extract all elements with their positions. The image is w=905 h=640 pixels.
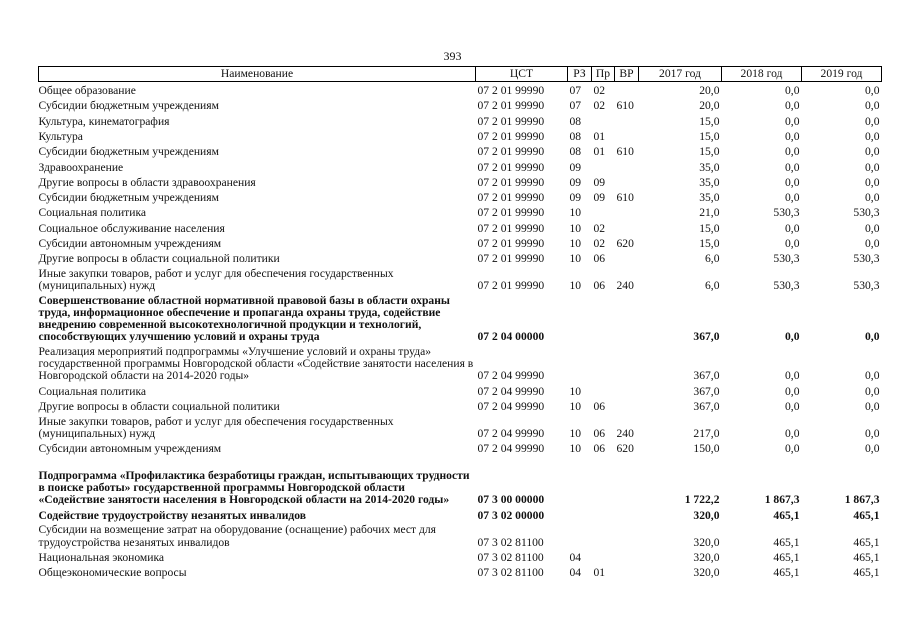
cell-y2019: 465,1 bbox=[853, 550, 880, 564]
cell-cst: 07 2 01 99990 bbox=[477, 175, 545, 189]
cell-y2017: 320,0 bbox=[693, 550, 720, 564]
header-pr: Пр bbox=[592, 67, 615, 82]
table-row bbox=[39, 398, 882, 413]
cell-y2019: 530,3 bbox=[853, 206, 880, 220]
cell-cst: 07 3 00 00000 bbox=[477, 493, 545, 507]
cell-pr: 06 bbox=[593, 279, 606, 293]
cell-rz: 10 bbox=[569, 279, 582, 293]
cell-pr: 02 bbox=[593, 84, 606, 98]
cell-y2017: 320,0 bbox=[693, 508, 720, 522]
cell-vr bbox=[615, 113, 639, 128]
table-row bbox=[39, 455, 882, 506]
cell-y2019: 1 867,3 bbox=[844, 493, 880, 507]
cell-pr bbox=[592, 455, 615, 506]
cell-cst: 07 2 01 99990 bbox=[477, 237, 545, 251]
cell-y2019: 0,0 bbox=[865, 84, 880, 98]
cell-cst: 07 2 01 99990 bbox=[477, 84, 545, 98]
cell-y2019: 465,1 bbox=[853, 535, 880, 549]
cell-name: Здравоохранение bbox=[38, 160, 124, 174]
cell-y2017: 1 722,2 bbox=[684, 493, 720, 507]
cell-rz: 09 bbox=[569, 175, 582, 189]
cell-vr bbox=[615, 220, 639, 235]
cell-pr: 01 bbox=[593, 566, 606, 580]
cell-cst: 07 2 04 00000 bbox=[477, 330, 545, 344]
cell-pr bbox=[592, 549, 615, 564]
cell-cst: 07 2 01 99990 bbox=[477, 279, 545, 293]
cell-rz bbox=[568, 455, 592, 506]
cell-rz: 07 bbox=[569, 84, 582, 98]
cell-y2019: 0,0 bbox=[865, 160, 880, 174]
table-row bbox=[39, 440, 882, 455]
cell-pr: 06 bbox=[593, 252, 606, 266]
cell-cst: 07 3 02 00000 bbox=[477, 508, 545, 522]
header-2017: 2017 год bbox=[639, 67, 722, 82]
cell-vr: 610 bbox=[616, 99, 634, 113]
cell-y2019: 465,1 bbox=[853, 566, 880, 580]
cell-pr bbox=[592, 113, 615, 128]
cell-name: Культура bbox=[38, 129, 83, 143]
cell-pr: 09 bbox=[593, 191, 606, 205]
cell-y2019: 0,0 bbox=[865, 175, 880, 189]
cell-y2019: 0,0 bbox=[865, 237, 880, 251]
cell-rz: 10 bbox=[569, 221, 582, 235]
cell-cst: 07 2 01 99990 bbox=[477, 145, 545, 159]
table-row bbox=[39, 413, 882, 440]
cell-rz: 10 bbox=[569, 426, 582, 440]
cell-pr: 06 bbox=[593, 426, 606, 440]
cell-y2019: 0,0 bbox=[865, 384, 880, 398]
cell-y2018: 465,1 bbox=[773, 566, 800, 580]
cell-y2018: 0,0 bbox=[785, 114, 800, 128]
cell-name: Совершенствование областной нормативной правовой базы в области охраны труда, информационное обеспечение и пропаганда охраны труда, содействие внедрению современной высокотехнологичной продукции и технологий, способствующих улучшению условий и охраны труда bbox=[38, 293, 450, 344]
table-row bbox=[39, 506, 882, 521]
cell-vr bbox=[615, 398, 639, 413]
cell-cst: 07 2 04 99990 bbox=[477, 426, 545, 440]
cell-pr: 02 bbox=[593, 99, 606, 113]
cell-y2017: 367,0 bbox=[693, 399, 720, 413]
cell-vr bbox=[615, 250, 639, 265]
cell-vr bbox=[615, 158, 639, 173]
cell-name: Содействие трудоустройству незанятых инвалидов bbox=[38, 508, 307, 522]
cell-y2019: 0,0 bbox=[865, 99, 880, 113]
cell-y2018: 0,0 bbox=[785, 399, 800, 413]
cell-pr bbox=[592, 204, 615, 219]
cell-pr bbox=[592, 293, 615, 344]
cell-pr bbox=[592, 522, 615, 549]
budget-table bbox=[38, 66, 882, 579]
cell-pr: 06 bbox=[593, 442, 606, 456]
table-row bbox=[39, 235, 882, 250]
cell-y2018: 0,0 bbox=[785, 191, 800, 205]
cell-name: Субсидии автономным учреждениям bbox=[38, 237, 222, 251]
cell-name: Иные закупки товаров, работ и услуг для обеспечения государственных (муниципальных) нужд bbox=[38, 267, 394, 293]
cell-rz bbox=[568, 293, 592, 344]
cell-y2018: 0,0 bbox=[785, 237, 800, 251]
cell-name: Общеэкономические вопросы bbox=[38, 566, 187, 580]
cell-name: Социальная политика bbox=[38, 206, 147, 220]
cell-y2019: 465,1 bbox=[853, 508, 880, 522]
cell-y2017: 320,0 bbox=[693, 535, 720, 549]
cell-vr: 610 bbox=[616, 191, 634, 205]
cell-y2017: 20,0 bbox=[699, 99, 720, 113]
cell-y2018: 530,3 bbox=[773, 252, 800, 266]
table-row bbox=[39, 293, 882, 344]
cell-name: Подпрограмма «Профилактика безработицы граждан, испытывающих трудности в поиске работы» государственной программы Новгородской области «Содействие занятости населения в Новгородской области на 2014-2020 годы» bbox=[38, 468, 470, 507]
header-2019: 2019 год bbox=[802, 67, 882, 82]
cell-y2018: 0,0 bbox=[785, 330, 800, 344]
page-number: 393 bbox=[443, 49, 462, 63]
table-row bbox=[39, 522, 882, 549]
cell-y2018: 465,1 bbox=[773, 535, 800, 549]
cell-name: Другие вопросы в области социальной политики bbox=[38, 252, 280, 266]
cell-vr bbox=[615, 383, 639, 398]
header-2018: 2018 год bbox=[722, 67, 802, 82]
cell-pr: 06 bbox=[593, 399, 606, 413]
cell-vr: 620 bbox=[616, 237, 634, 251]
cell-vr bbox=[615, 344, 639, 383]
cell-y2018: 0,0 bbox=[785, 99, 800, 113]
cell-cst: 07 2 04 99990 bbox=[477, 399, 545, 413]
cell-vr bbox=[615, 174, 639, 189]
cell-name: Национальная экономика bbox=[38, 550, 165, 564]
table-row bbox=[39, 158, 882, 173]
cell-vr bbox=[615, 204, 639, 219]
cell-y2018: 0,0 bbox=[785, 442, 800, 456]
table-body bbox=[39, 82, 882, 580]
table-row bbox=[39, 189, 882, 204]
cell-cst: 07 2 01 99990 bbox=[477, 129, 545, 143]
cell-pr bbox=[592, 344, 615, 383]
cell-name: Субсидии на возмещение затрат на оборудование (оснащение) рабочих мест для трудоустройства незанятых инвалидов bbox=[38, 523, 437, 549]
cell-vr bbox=[615, 82, 639, 98]
cell-cst: 07 2 04 99990 bbox=[477, 384, 545, 398]
cell-y2017: 20,0 bbox=[699, 84, 720, 98]
cell-cst: 07 2 01 99990 bbox=[477, 114, 545, 128]
cell-vr: 620 bbox=[616, 442, 634, 456]
cell-name: Общее образование bbox=[38, 84, 136, 98]
cell-rz: 10 bbox=[569, 206, 582, 220]
cell-y2019: 0,0 bbox=[865, 399, 880, 413]
cell-pr: 01 bbox=[593, 145, 606, 159]
cell-pr: 02 bbox=[593, 221, 606, 235]
cell-rz: 09 bbox=[569, 191, 582, 205]
cell-y2018: 465,1 bbox=[773, 508, 800, 522]
table-row bbox=[39, 344, 882, 383]
cell-rz: 08 bbox=[569, 114, 582, 128]
cell-y2018: 0,0 bbox=[785, 145, 800, 159]
cell-name: Другие вопросы в области здравоохранения bbox=[38, 175, 256, 189]
cell-y2017: 15,0 bbox=[699, 237, 720, 251]
cell-y2019: 530,3 bbox=[853, 252, 880, 266]
cell-cst: 07 3 02 81100 bbox=[477, 535, 544, 549]
cell-y2018: 1 867,3 bbox=[764, 493, 800, 507]
cell-rz: 07 bbox=[569, 99, 582, 113]
cell-cst: 07 2 01 99990 bbox=[477, 160, 545, 174]
cell-y2017: 367,0 bbox=[693, 384, 720, 398]
cell-name: Социальная политика bbox=[38, 384, 147, 398]
cell-y2018: 0,0 bbox=[785, 369, 800, 383]
cell-y2017: 35,0 bbox=[699, 191, 720, 205]
cell-y2018: 0,0 bbox=[785, 84, 800, 98]
cell-pr bbox=[592, 506, 615, 521]
cell-y2017: 15,0 bbox=[699, 145, 720, 159]
cell-y2017: 35,0 bbox=[699, 160, 720, 174]
cell-y2018: 0,0 bbox=[785, 175, 800, 189]
table-row bbox=[39, 204, 882, 219]
cell-rz: 10 bbox=[569, 384, 582, 398]
cell-y2019: 0,0 bbox=[865, 442, 880, 456]
cell-pr: 09 bbox=[593, 175, 606, 189]
header-vr: ВР bbox=[615, 67, 639, 82]
cell-name: Субсидии бюджетным учреждениям bbox=[38, 99, 219, 113]
cell-y2019: 0,0 bbox=[865, 129, 880, 143]
table-row bbox=[39, 383, 882, 398]
cell-y2017: 15,0 bbox=[699, 114, 720, 128]
cell-rz: 10 bbox=[569, 442, 582, 456]
table-row bbox=[39, 97, 882, 112]
cell-cst: 07 2 01 99990 bbox=[477, 191, 545, 205]
cell-y2017: 21,0 bbox=[699, 206, 720, 220]
cell-rz: 08 bbox=[569, 129, 582, 143]
cell-vr: 240 bbox=[616, 279, 634, 293]
cell-rz: 10 bbox=[569, 237, 582, 251]
cell-cst: 07 3 02 81100 bbox=[477, 566, 544, 580]
cell-name: Реализация мероприятий подпрограммы «Улучшение условий и охраны труда» государственной программы Новгородской области «Содействие занятости населения в Новгородской области на 2014-2020 годы» bbox=[38, 344, 474, 383]
cell-vr bbox=[615, 506, 639, 521]
header-rz: РЗ bbox=[568, 67, 592, 82]
cell-y2019: 0,0 bbox=[865, 369, 880, 383]
cell-rz: 10 bbox=[569, 399, 582, 413]
cell-y2017: 367,0 bbox=[693, 330, 720, 344]
cell-cst: 07 2 01 99990 bbox=[477, 206, 545, 220]
cell-name: Иные закупки товаров, работ и услуг для обеспечения государственных (муниципальных) нужд bbox=[38, 414, 394, 440]
table-row bbox=[39, 266, 882, 293]
cell-name: Субсидии автономным учреждениям bbox=[38, 442, 222, 456]
cell-vr bbox=[615, 128, 639, 143]
cell-rz bbox=[568, 506, 592, 521]
cell-y2017: 15,0 bbox=[699, 129, 720, 143]
cell-y2018: 0,0 bbox=[785, 426, 800, 440]
cell-pr: 01 bbox=[593, 129, 606, 143]
cell-rz bbox=[568, 522, 592, 549]
cell-cst: 07 2 01 99990 bbox=[477, 99, 545, 113]
cell-pr bbox=[592, 158, 615, 173]
cell-vr bbox=[615, 522, 639, 549]
table-row bbox=[39, 174, 882, 189]
cell-vr bbox=[615, 549, 639, 564]
cell-vr bbox=[615, 293, 639, 344]
table-row bbox=[39, 549, 882, 564]
cell-y2017: 15,0 bbox=[699, 221, 720, 235]
cell-y2018: 465,1 bbox=[773, 550, 800, 564]
header-name: Наименование bbox=[39, 67, 476, 82]
cell-cst: 07 3 02 81100 bbox=[477, 550, 544, 564]
cell-vr bbox=[615, 455, 639, 506]
cell-name: Субсидии бюджетным учреждениям bbox=[38, 191, 219, 205]
cell-y2019: 0,0 bbox=[865, 426, 880, 440]
table-row bbox=[39, 143, 882, 158]
table-row bbox=[39, 564, 882, 579]
cell-vr bbox=[615, 564, 639, 579]
cell-vr: 610 bbox=[616, 145, 634, 159]
cell-name: Социальное обслуживание населения bbox=[38, 221, 225, 235]
cell-y2019: 0,0 bbox=[865, 221, 880, 235]
table-header-row bbox=[39, 67, 882, 82]
cell-y2018: 0,0 bbox=[785, 384, 800, 398]
cell-y2017: 367,0 bbox=[693, 369, 720, 383]
cell-rz: 10 bbox=[569, 252, 582, 266]
table-row bbox=[39, 82, 882, 98]
cell-pr: 02 bbox=[593, 237, 606, 251]
cell-y2019: 0,0 bbox=[865, 191, 880, 205]
cell-rz: 09 bbox=[569, 160, 582, 174]
cell-cst: 07 2 01 99990 bbox=[477, 221, 545, 235]
cell-y2019: 0,0 bbox=[865, 330, 880, 344]
cell-y2018: 530,3 bbox=[773, 206, 800, 220]
cell-y2017: 35,0 bbox=[699, 175, 720, 189]
cell-rz bbox=[568, 344, 592, 383]
cell-y2017: 6,0 bbox=[705, 279, 720, 293]
cell-name: Субсидии бюджетным учреждениям bbox=[38, 145, 219, 159]
cell-y2019: 0,0 bbox=[865, 114, 880, 128]
cell-y2018: 0,0 bbox=[785, 129, 800, 143]
cell-y2017: 6,0 bbox=[705, 252, 720, 266]
table-row bbox=[39, 128, 882, 143]
cell-y2018: 530,3 bbox=[773, 279, 800, 293]
cell-y2018: 0,0 bbox=[785, 221, 800, 235]
cell-y2019: 0,0 bbox=[865, 145, 880, 159]
cell-cst: 07 2 04 99990 bbox=[477, 369, 545, 383]
table-row bbox=[39, 250, 882, 265]
cell-cst: 07 2 01 99990 bbox=[477, 252, 545, 266]
cell-name: Другие вопросы в области социальной политики bbox=[38, 399, 280, 413]
cell-y2017: 217,0 bbox=[693, 426, 720, 440]
cell-rz: 04 bbox=[569, 550, 582, 564]
cell-rz: 08 bbox=[569, 145, 582, 159]
cell-rz: 04 bbox=[569, 566, 582, 580]
cell-vr: 240 bbox=[616, 426, 634, 440]
cell-y2017: 320,0 bbox=[693, 566, 720, 580]
cell-name: Культура, кинематография bbox=[38, 114, 170, 128]
header-cst: ЦСТ bbox=[476, 67, 568, 82]
cell-y2019: 530,3 bbox=[853, 279, 880, 293]
cell-y2017: 150,0 bbox=[693, 442, 720, 456]
cell-pr bbox=[592, 383, 615, 398]
table-row bbox=[39, 220, 882, 235]
table-row bbox=[39, 113, 882, 128]
cell-cst: 07 2 04 99990 bbox=[477, 442, 545, 456]
cell-y2018: 0,0 bbox=[785, 160, 800, 174]
